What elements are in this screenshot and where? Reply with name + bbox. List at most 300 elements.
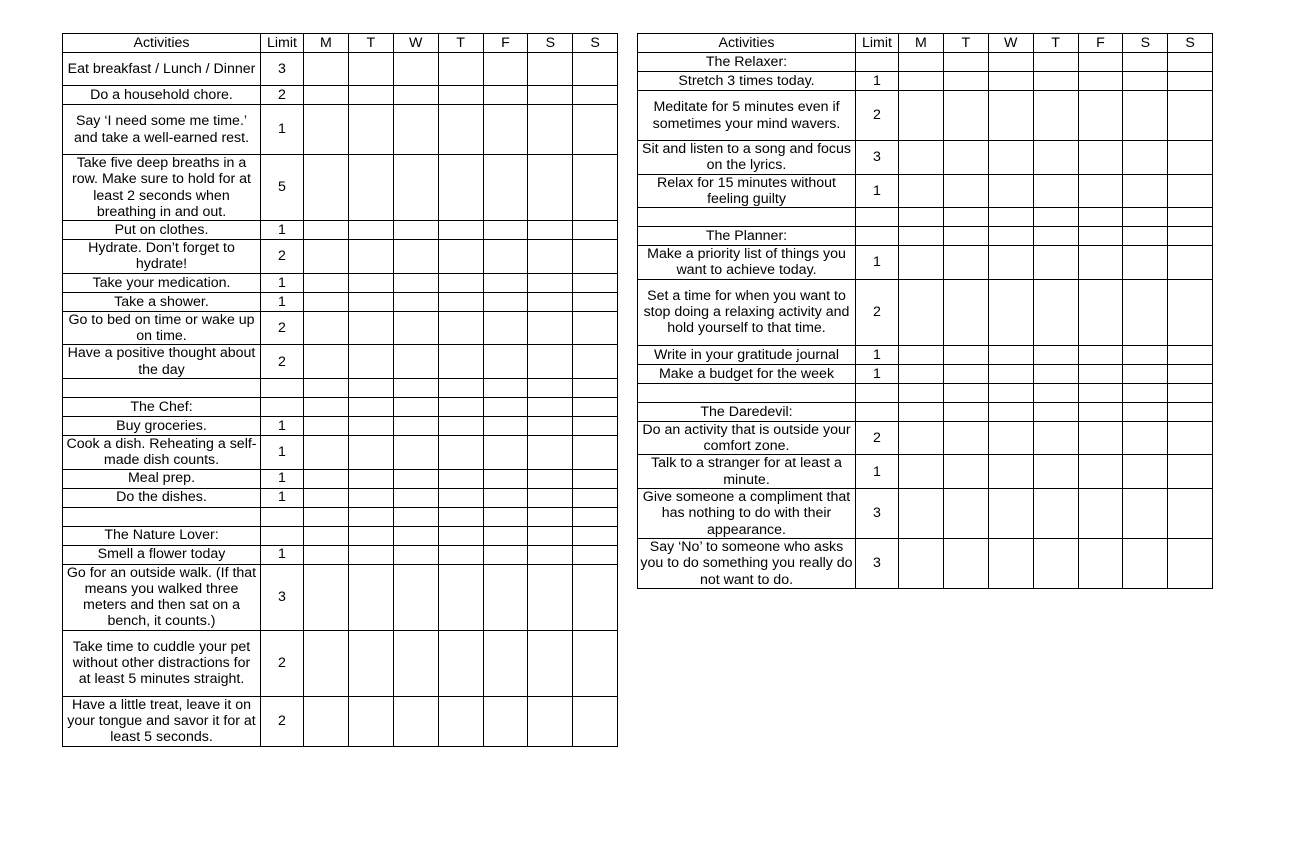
checkbox-cell-mon[interactable] (899, 421, 944, 455)
activity-name: Say ‘No’ to someone who asks you to do something you really do not want to do. (638, 538, 856, 588)
checkbox-cell-tue[interactable] (943, 279, 988, 345)
empty-activity-cell (638, 383, 856, 402)
checkbox-cell-mon (899, 53, 944, 72)
activity-row (63, 345, 618, 379)
checkbox-cell-mon[interactable] (899, 279, 944, 345)
checkbox-cell-thu[interactable] (1033, 72, 1078, 91)
checkbox-cell-wed[interactable] (988, 455, 1033, 489)
checkbox-cell-mon[interactable] (899, 141, 944, 175)
checkbox-cell-mon[interactable] (304, 630, 349, 696)
checkbox-cell-mon[interactable] (304, 273, 349, 292)
checkbox-cell-sat[interactable] (1123, 141, 1168, 175)
day-header-thu: T (438, 34, 483, 53)
checkbox-cell-fri[interactable] (1078, 72, 1123, 91)
activity-name: Do the dishes. (63, 488, 261, 507)
checkbox-cell-sun[interactable] (573, 240, 618, 274)
checkbox-cell-sun[interactable] (573, 469, 618, 488)
checkbox-cell-wed (393, 397, 438, 416)
day-header-fri: F (483, 34, 528, 53)
empty-limit-cell (261, 526, 304, 545)
activity-limit: 3 (856, 141, 899, 175)
checkbox-cell-fri[interactable] (1078, 279, 1123, 345)
checkbox-cell-sat[interactable] (528, 311, 573, 345)
checkbox-cell-wed[interactable] (988, 538, 1033, 588)
checkbox-cell-wed[interactable] (988, 91, 1033, 141)
checkbox-cell-tue (943, 208, 988, 227)
checkbox-cell-thu[interactable] (1033, 174, 1078, 208)
checkbox-cell-thu[interactable] (438, 53, 483, 86)
checkbox-cell-wed[interactable] (988, 364, 1033, 383)
checkbox-cell-sun[interactable] (1168, 345, 1213, 364)
activity-row (63, 311, 618, 345)
checkbox-cell-tue (943, 53, 988, 72)
empty-activity-cell (638, 208, 856, 227)
checkbox-cell-mon[interactable] (899, 488, 944, 538)
checkbox-cell-sat[interactable] (1123, 174, 1168, 208)
checkbox-cell-sun[interactable] (573, 345, 618, 379)
section-header-row (63, 526, 618, 545)
checkbox-cell-tue[interactable] (348, 416, 393, 435)
checkbox-cell-tue[interactable] (943, 246, 988, 280)
day-header-tue: T (348, 34, 393, 53)
checkbox-cell-sun[interactable] (1168, 279, 1213, 345)
checkbox-cell-fri[interactable] (1078, 91, 1123, 141)
checkbox-cell-wed[interactable] (393, 488, 438, 507)
activity-name: Do a household chore. (63, 86, 261, 105)
checkbox-cell-thu[interactable] (438, 435, 483, 469)
checkbox-cell-tue[interactable] (348, 545, 393, 564)
activity-row (63, 488, 618, 507)
checkbox-cell-wed[interactable] (393, 105, 438, 155)
checkbox-cell-fri[interactable] (483, 221, 528, 240)
checkbox-cell-tue[interactable] (348, 630, 393, 696)
checkbox-cell-fri[interactable] (483, 435, 528, 469)
checkbox-cell-sat[interactable] (528, 545, 573, 564)
checkbox-cell-fri[interactable] (1078, 538, 1123, 588)
section-title: The Chef: (63, 397, 261, 416)
checkbox-cell-tue[interactable] (943, 141, 988, 175)
checkbox-cell-wed[interactable] (393, 221, 438, 240)
checkbox-cell-fri[interactable] (483, 564, 528, 630)
checkbox-cell-thu[interactable] (1033, 364, 1078, 383)
day-header-sun: S (1168, 34, 1213, 53)
checkbox-cell-sun (573, 378, 618, 397)
activity-row (63, 240, 618, 274)
checkbox-cell-wed[interactable] (988, 488, 1033, 538)
checkbox-cell-sat[interactable] (528, 105, 573, 155)
checkbox-cell-sun[interactable] (1168, 174, 1213, 208)
checkbox-cell-thu[interactable] (438, 545, 483, 564)
checkbox-cell-thu[interactable] (1033, 279, 1078, 345)
checkbox-cell-sun[interactable] (573, 273, 618, 292)
day-header-fri: F (1078, 34, 1123, 53)
checkbox-cell-wed[interactable] (988, 72, 1033, 91)
activities-header: Activities (638, 34, 856, 53)
checkbox-cell-sat[interactable] (528, 416, 573, 435)
checkbox-cell-fri (483, 526, 528, 545)
checkbox-cell-fri[interactable] (483, 105, 528, 155)
activity-name: Put on clothes. (63, 221, 261, 240)
checkbox-cell-sun[interactable] (1168, 421, 1213, 455)
checkbox-cell-tue (943, 383, 988, 402)
checkbox-cell-sat (1123, 227, 1168, 246)
checkbox-cell-mon[interactable] (304, 86, 349, 105)
checkbox-cell-sun[interactable] (573, 53, 618, 86)
checkbox-cell-sat[interactable] (1123, 279, 1168, 345)
checkbox-cell-sat[interactable] (1123, 72, 1168, 91)
checkbox-cell-mon[interactable] (899, 455, 944, 489)
checkbox-cell-tue[interactable] (348, 696, 393, 746)
activity-name: Write in your gratitude journal (638, 345, 856, 364)
checkbox-cell-thu[interactable] (438, 292, 483, 311)
checkbox-cell-sat (528, 397, 573, 416)
checkbox-cell-sat[interactable] (528, 240, 573, 274)
section-title: The Relaxer: (638, 53, 856, 72)
activity-name: Relax for 15 minutes without feeling guilty (638, 174, 856, 208)
checkbox-cell-wed[interactable] (988, 421, 1033, 455)
checkbox-cell-mon[interactable] (304, 292, 349, 311)
checkbox-cell-fri[interactable] (483, 155, 528, 221)
checkbox-cell-sun (573, 397, 618, 416)
checkbox-cell-sat[interactable] (528, 273, 573, 292)
checkbox-cell-thu (438, 397, 483, 416)
day-header-wed: W (988, 34, 1033, 53)
checkbox-cell-wed[interactable] (393, 311, 438, 345)
checkbox-cell-tue[interactable] (348, 488, 393, 507)
checkbox-cell-sat[interactable] (1123, 364, 1168, 383)
checkbox-cell-wed[interactable] (393, 345, 438, 379)
checkbox-cell-thu[interactable] (438, 155, 483, 221)
checkbox-cell-fri[interactable] (1078, 141, 1123, 175)
checkbox-cell-thu[interactable] (438, 469, 483, 488)
checkbox-cell-sat (1123, 208, 1168, 227)
checkbox-cell-mon[interactable] (304, 105, 349, 155)
checkbox-cell-tue (348, 507, 393, 526)
checkbox-cell-sun[interactable] (573, 696, 618, 746)
checkbox-cell-sun[interactable] (573, 630, 618, 696)
checkbox-cell-wed[interactable] (393, 240, 438, 274)
activity-limit: 1 (261, 545, 304, 564)
activity-row (638, 141, 1213, 175)
activity-name: Meditate for 5 minutes even if sometimes your mind wavers. (638, 91, 856, 141)
checkbox-cell-tue[interactable] (348, 86, 393, 105)
checkbox-cell-sun[interactable] (573, 292, 618, 311)
checkbox-cell-thu[interactable] (438, 221, 483, 240)
checkbox-cell-fri[interactable] (483, 469, 528, 488)
checkbox-cell-thu[interactable] (438, 240, 483, 274)
checkbox-cell-sun[interactable] (1168, 246, 1213, 280)
checkbox-cell-fri[interactable] (483, 416, 528, 435)
checkbox-cell-fri[interactable] (1078, 488, 1123, 538)
activity-row (63, 416, 618, 435)
checkbox-cell-wed[interactable] (393, 86, 438, 105)
checkbox-cell-thu[interactable] (438, 696, 483, 746)
checkbox-cell-sat[interactable] (528, 469, 573, 488)
checkbox-cell-thu[interactable] (1033, 488, 1078, 538)
checkbox-cell-mon[interactable] (304, 53, 349, 86)
checkbox-cell-sat (528, 378, 573, 397)
checkbox-cell-thu (438, 378, 483, 397)
checkbox-cell-tue[interactable] (943, 364, 988, 383)
activity-limit: 1 (261, 488, 304, 507)
activity-name: Take five deep breaths in a row. Make sure to hold for at least 2 seconds when breathing in and out. (63, 155, 261, 221)
checkbox-cell-mon[interactable] (304, 488, 349, 507)
checkbox-cell-mon[interactable] (304, 696, 349, 746)
checkbox-cell-sat[interactable] (1123, 455, 1168, 489)
checkbox-cell-fri[interactable] (1078, 246, 1123, 280)
activities-header: Activities (63, 34, 261, 53)
checkbox-cell-sat[interactable] (528, 435, 573, 469)
checkbox-cell-mon[interactable] (304, 416, 349, 435)
checkbox-cell-mon[interactable] (304, 545, 349, 564)
checkbox-cell-tue[interactable] (943, 72, 988, 91)
checkbox-cell-sat[interactable] (528, 696, 573, 746)
checkbox-cell-tue[interactable] (348, 53, 393, 86)
checkbox-cell-fri[interactable] (483, 53, 528, 86)
checkbox-cell-mon[interactable] (899, 364, 944, 383)
checkbox-cell-mon (304, 507, 349, 526)
activity-limit: 1 (261, 435, 304, 469)
spacer-row (638, 383, 1213, 402)
day-header-mon: M (304, 34, 349, 53)
checkbox-cell-thu[interactable] (1033, 421, 1078, 455)
checkbox-cell-wed[interactable] (393, 53, 438, 86)
checkbox-cell-mon[interactable] (304, 345, 349, 379)
activity-limit: 2 (856, 91, 899, 141)
checkbox-cell-sat[interactable] (528, 292, 573, 311)
checkbox-cell-sun[interactable] (1168, 91, 1213, 141)
checkbox-cell-wed[interactable] (393, 630, 438, 696)
checkbox-cell-tue[interactable] (348, 469, 393, 488)
checkbox-cell-thu[interactable] (438, 345, 483, 379)
checkbox-cell-wed[interactable] (393, 564, 438, 630)
checkbox-cell-sat[interactable] (1123, 345, 1168, 364)
checkbox-cell-thu[interactable] (438, 273, 483, 292)
checkbox-cell-fri[interactable] (483, 630, 528, 696)
checkbox-cell-sun[interactable] (1168, 72, 1213, 91)
activity-limit: 2 (261, 630, 304, 696)
checkbox-cell-tue[interactable] (348, 564, 393, 630)
checkbox-cell-wed (393, 378, 438, 397)
checkbox-cell-wed[interactable] (393, 416, 438, 435)
checkbox-cell-fri[interactable] (483, 273, 528, 292)
checkbox-cell-fri[interactable] (483, 292, 528, 311)
checkbox-cell-sat[interactable] (528, 488, 573, 507)
checkbox-cell-tue[interactable] (943, 174, 988, 208)
checkbox-cell-mon[interactable] (899, 538, 944, 588)
checkbox-cell-thu[interactable] (438, 311, 483, 345)
checkbox-cell-sat[interactable] (528, 221, 573, 240)
checkbox-cell-fri[interactable] (483, 696, 528, 746)
activity-limit: 3 (261, 564, 304, 630)
checkbox-cell-mon[interactable] (304, 155, 349, 221)
checkbox-cell-tue[interactable] (943, 345, 988, 364)
checkbox-cell-fri[interactable] (1078, 455, 1123, 489)
checkbox-cell-sun[interactable] (573, 105, 618, 155)
checkbox-cell-fri[interactable] (483, 311, 528, 345)
checkbox-cell-mon[interactable] (899, 91, 944, 141)
checkbox-cell-tue (348, 526, 393, 545)
checkbox-cell-wed[interactable] (988, 141, 1033, 175)
checkbox-cell-sat[interactable] (1123, 91, 1168, 141)
checkbox-cell-sun[interactable] (1168, 364, 1213, 383)
checkbox-cell-tue[interactable] (348, 240, 393, 274)
checkbox-cell-sun[interactable] (1168, 488, 1213, 538)
checkbox-cell-wed[interactable] (988, 174, 1033, 208)
checkbox-cell-wed[interactable] (988, 279, 1033, 345)
checkbox-cell-mon[interactable] (304, 435, 349, 469)
checkbox-cell-sat[interactable] (528, 345, 573, 379)
day-header-sun: S (573, 34, 618, 53)
checkbox-cell-tue (348, 378, 393, 397)
checkbox-cell-fri[interactable] (1078, 421, 1123, 455)
checkbox-cell-thu[interactable] (438, 564, 483, 630)
checkbox-cell-thu[interactable] (438, 86, 483, 105)
day-header-tue: T (943, 34, 988, 53)
checkbox-cell-mon[interactable] (899, 174, 944, 208)
checkbox-cell-tue[interactable] (348, 292, 393, 311)
checkbox-cell-fri[interactable] (483, 545, 528, 564)
checkbox-cell-mon[interactable] (899, 246, 944, 280)
checkbox-cell-thu[interactable] (1033, 246, 1078, 280)
checkbox-cell-mon (899, 227, 944, 246)
activity-name: Hydrate. Don’t forget to hydrate! (63, 240, 261, 274)
checkbox-cell-thu[interactable] (1033, 345, 1078, 364)
checkbox-cell-fri[interactable] (483, 345, 528, 379)
checkbox-cell-fri[interactable] (483, 240, 528, 274)
activity-limit: 1 (261, 469, 304, 488)
checkbox-cell-mon[interactable] (304, 469, 349, 488)
checkbox-cell-sat[interactable] (1123, 488, 1168, 538)
activity-row (638, 174, 1213, 208)
checkbox-cell-fri (1078, 402, 1123, 421)
checkbox-cell-fri[interactable] (1078, 364, 1123, 383)
checkbox-cell-tue[interactable] (348, 221, 393, 240)
checkbox-cell-wed[interactable] (393, 469, 438, 488)
checkbox-cell-sat[interactable] (1123, 538, 1168, 588)
activity-limit: 1 (856, 455, 899, 489)
activity-name: Do an activity that is outside your comfort zone. (638, 421, 856, 455)
checkbox-cell-thu[interactable] (438, 105, 483, 155)
day-header-sat: S (1123, 34, 1168, 53)
activity-table-left (62, 33, 618, 747)
checkbox-cell-fri (1078, 208, 1123, 227)
checkbox-cell-sat[interactable] (528, 86, 573, 105)
checkbox-cell-thu[interactable] (1033, 141, 1078, 175)
checkbox-cell-sat[interactable] (1123, 421, 1168, 455)
checkbox-cell-fri (483, 507, 528, 526)
checkbox-cell-sun[interactable] (573, 488, 618, 507)
section-header-row (638, 53, 1213, 72)
activity-limit: 1 (261, 221, 304, 240)
checkbox-cell-tue[interactable] (348, 345, 393, 379)
checkbox-cell-mon[interactable] (899, 72, 944, 91)
checkbox-cell-sun[interactable] (573, 545, 618, 564)
checkbox-cell-tue[interactable] (943, 488, 988, 538)
checkbox-cell-wed[interactable] (393, 696, 438, 746)
checkbox-cell-sun[interactable] (573, 435, 618, 469)
checkbox-cell-wed[interactable] (393, 155, 438, 221)
checkbox-cell-thu[interactable] (438, 630, 483, 696)
activity-row (63, 221, 618, 240)
checkbox-cell-wed[interactable] (393, 435, 438, 469)
checkbox-cell-sun (573, 526, 618, 545)
checkbox-cell-fri[interactable] (483, 86, 528, 105)
checkbox-cell-fri (1078, 383, 1123, 402)
checkbox-cell-wed[interactable] (988, 345, 1033, 364)
day-header-thu: T (1033, 34, 1078, 53)
checkbox-cell-tue[interactable] (943, 421, 988, 455)
checkbox-cell-tue[interactable] (348, 311, 393, 345)
empty-limit-cell (856, 208, 899, 227)
checkbox-cell-fri[interactable] (483, 488, 528, 507)
checkbox-cell-sun[interactable] (573, 221, 618, 240)
checkbox-cell-thu[interactable] (1033, 538, 1078, 588)
day-header-sat: S (528, 34, 573, 53)
checkbox-cell-mon (899, 402, 944, 421)
checkbox-cell-sat[interactable] (528, 564, 573, 630)
checkbox-cell-sun[interactable] (1168, 455, 1213, 489)
checkbox-cell-mon[interactable] (899, 345, 944, 364)
checkbox-cell-tue (943, 227, 988, 246)
activity-name: Cook a dish. Reheating a self-made dish counts. (63, 435, 261, 469)
checkbox-cell-fri (1078, 227, 1123, 246)
checkbox-cell-thu[interactable] (1033, 455, 1078, 489)
checkbox-cell-sun[interactable] (573, 311, 618, 345)
activity-name: Give someone a compliment that has nothing to do with their appearance. (638, 488, 856, 538)
checkbox-cell-sun (1168, 383, 1213, 402)
checkbox-cell-wed[interactable] (393, 273, 438, 292)
checkbox-cell-mon[interactable] (304, 221, 349, 240)
checkbox-cell-tue[interactable] (943, 538, 988, 588)
checkbox-cell-tue[interactable] (943, 91, 988, 141)
checkbox-cell-mon[interactable] (304, 311, 349, 345)
activity-name: Smell a flower today (63, 545, 261, 564)
checkbox-cell-mon[interactable] (304, 240, 349, 274)
checkbox-cell-tue[interactable] (348, 105, 393, 155)
checkbox-cell-sun[interactable] (573, 564, 618, 630)
checkbox-cell-thu[interactable] (438, 416, 483, 435)
checkbox-cell-sun[interactable] (1168, 141, 1213, 175)
checkbox-cell-fri[interactable] (1078, 345, 1123, 364)
checkbox-cell-sun[interactable] (573, 86, 618, 105)
checkbox-cell-wed[interactable] (393, 545, 438, 564)
checkbox-cell-sun[interactable] (573, 155, 618, 221)
checkbox-cell-mon[interactable] (304, 564, 349, 630)
checkbox-cell-sat (528, 507, 573, 526)
checkbox-cell-tue[interactable] (943, 455, 988, 489)
checkbox-cell-sun (1168, 208, 1213, 227)
activity-name: Say ‘I need some me time.’ and take a well-earned rest. (63, 105, 261, 155)
checkbox-cell-sat[interactable] (528, 630, 573, 696)
checkbox-cell-sat[interactable] (1123, 246, 1168, 280)
activity-name: Make a priority list of things you want to achieve today. (638, 246, 856, 280)
checkbox-cell-tue[interactable] (348, 435, 393, 469)
checkbox-cell-tue[interactable] (348, 273, 393, 292)
checkbox-cell-sun[interactable] (573, 416, 618, 435)
checkbox-cell-sat[interactable] (528, 53, 573, 86)
checkbox-cell-sat[interactable] (528, 155, 573, 221)
activity-row (638, 246, 1213, 280)
checkbox-cell-wed[interactable] (988, 246, 1033, 280)
checkbox-cell-wed[interactable] (393, 292, 438, 311)
checkbox-cell-thu[interactable] (438, 488, 483, 507)
checkbox-cell-tue[interactable] (348, 155, 393, 221)
checkbox-cell-fri[interactable] (1078, 174, 1123, 208)
checkbox-cell-sun[interactable] (1168, 538, 1213, 588)
checkbox-cell-thu[interactable] (1033, 91, 1078, 141)
activity-name: Meal prep. (63, 469, 261, 488)
